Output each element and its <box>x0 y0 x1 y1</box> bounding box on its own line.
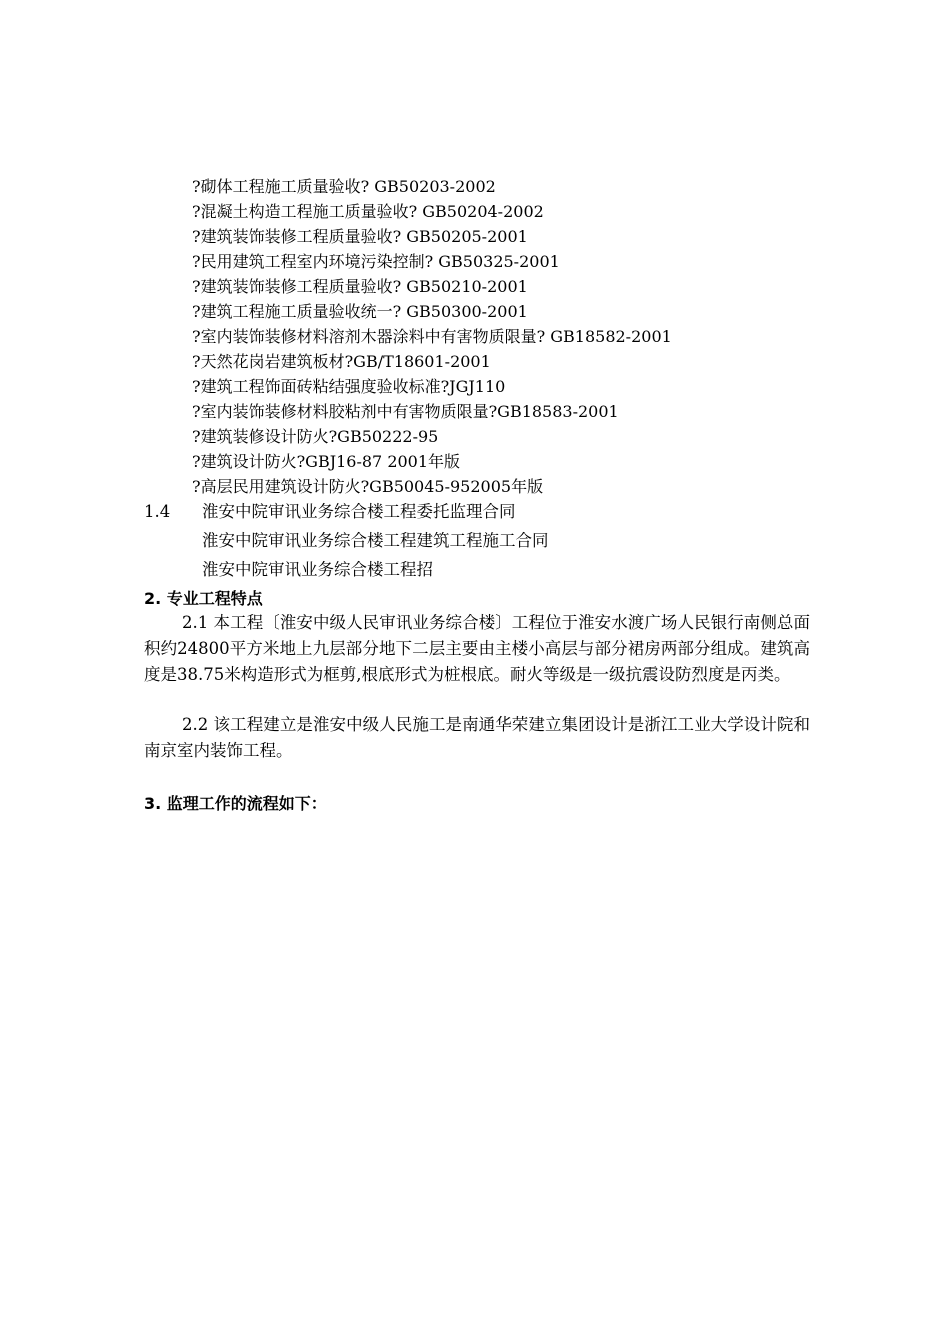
contract-item: 淮安中院审讯业务综合楼工程委托监理合同 <box>202 502 516 521</box>
list-item: ?建筑工程施工质量验收统一? GB50300-2001 <box>192 302 528 321</box>
list-item: ?建筑设计防火?GBJ16-87 2001年版 <box>192 452 461 471</box>
list-item: ?混凝土构造工程施工质量验收? GB50204-2002 <box>192 202 544 221</box>
list-item: ?室内装饰装修材料胶粘剂中有害物质限量?GB18583-2001 <box>192 402 619 421</box>
list-item: ?民用建筑工程室内环境污染控制? GB50325-2001 <box>192 252 560 271</box>
list-item: ?建筑装饰装修工程质量验收? GB50210-2001 <box>192 277 528 296</box>
list-item: ?高层民用建筑设计防火?GB50045-952005年版 <box>192 477 544 496</box>
paragraph: 2.2 该工程建立是淮安中级人民施工是南通华荣建立集团设计是浙江工业大学设计院和南京室内装饰工程。 <box>144 715 810 760</box>
contract-item: 淮安中院审讯业务综合楼工程建筑工程施工合同 <box>202 531 549 550</box>
section-heading: 2. 专业工程特点 <box>144 589 263 608</box>
contract-list <box>144 497 844 584</box>
list-item: ?天然花岗岩建筑板材?GB/T18601-2001 <box>192 352 491 371</box>
list-item: ?室内装饰装修材料溶剂木器涂料中有害物质限量? GB18582-2001 <box>192 327 672 346</box>
list-item: ?建筑工程饰面砖粘结强度验收标准?JGJ110 <box>192 377 506 396</box>
list-item: ?建筑装饰装修工程质量验收? GB50205-2001 <box>192 227 528 246</box>
contract-row <box>144 526 844 555</box>
list-item: ?砌体工程施工质量验收? GB50203-2002 <box>192 177 496 196</box>
paragraph: 2.1 本工程〔淮安中级人民审讯业务综合楼〕工程位于淮安水渡广场人民银行南侧总面积约24800平方米地上九层部分地下二层主要由主楼小高层与部分裙房两部分组成。建筑高度是38.75米构造形式为框剪,根底形式为桩根底。耐火等级是一级抗震设防烈度是丙类。 <box>144 613 810 684</box>
section-heading: 3. 监理工作的流程如下： <box>144 794 327 813</box>
contract-item: 淮安中院审讯业务综合楼工程招 <box>202 560 433 579</box>
contract-row <box>144 497 844 526</box>
section-number: 1.4 <box>144 502 171 521</box>
contract-row <box>144 555 844 584</box>
list-item: ?建筑装修设计防火?GB50222-95 <box>192 427 439 446</box>
standards-list <box>192 174 672 499</box>
